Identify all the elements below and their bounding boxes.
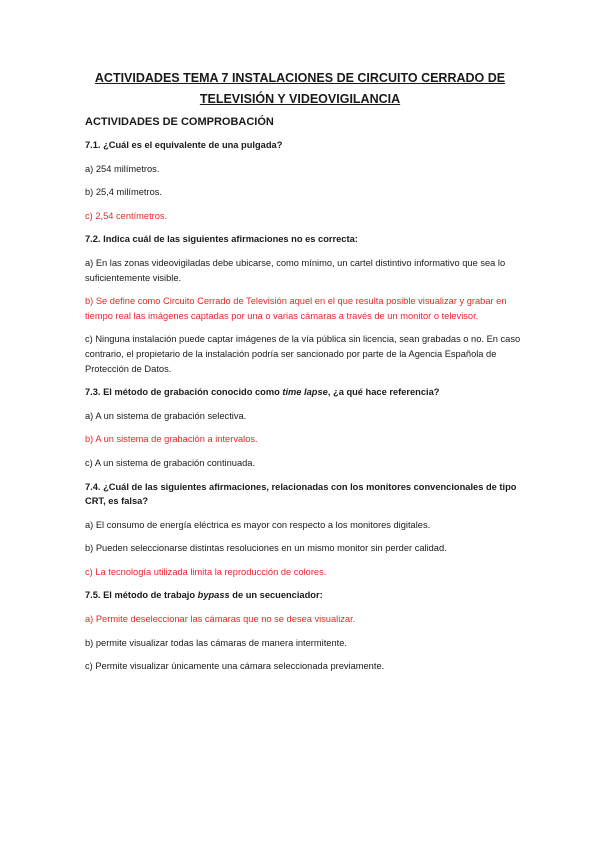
- option: a) 254 milímetros.: [85, 163, 160, 174]
- option: a) En las zonas videovigiladas debe ubicarse, como mínimo, un cartel distintivo informativo que sea lo suficientemente visible.: [85, 257, 506, 283]
- question-text: 7.5. El método de trabajo bypass de un secuenciador:: [85, 590, 323, 601]
- option: b) 25,4 milímetros.: [85, 187, 162, 198]
- question-text: 7.4. ¿Cuál de las siguientes afirmaciones, relacionadas con los monitores convencionales de tipo CRT, es falsa?: [85, 481, 517, 507]
- option: b) Pueden seleccionarse distintas resoluciones en un mismo monitor sin perder calidad.: [85, 543, 447, 554]
- question-text: 7.1. ¿Cuál es el equivalente de una pulgada?: [85, 140, 283, 150]
- question-7-3: [85, 385, 525, 470]
- questions-list: [85, 138, 525, 683]
- option: c) A un sistema de grabación continuada.: [85, 457, 256, 468]
- option: a) El consumo de energía eléctrica es mayor con respecto a los monitores digitales.: [85, 519, 431, 530]
- option: c) Ninguna instalación puede captar imágenes de la vía pública sin licencia, sean grabadas o no. En caso contrario, el propietario de la instalación podría ser sancionado por parte de la Agencia Española de Protección de Datos.: [85, 334, 521, 374]
- question-text: 7.2. Indica cuál de las siguientes afirmaciones no es correcta:: [85, 234, 358, 245]
- option-correct: b) A un sistema de grabación a intervalos.: [85, 434, 258, 445]
- option: c) Permite visualizar únicamente una cámara seleccionada previamente.: [85, 661, 385, 672]
- question-text: 7.3. El método de grabación conocido como time lapse, ¿a qué hace referencia?: [85, 387, 440, 398]
- option: a) A un sistema de grabación selectiva.: [85, 410, 247, 421]
- option: b) permite visualizar todas las cámaras de manera intermitente.: [85, 637, 347, 648]
- question-7-1: [85, 138, 525, 223]
- title-line-2: TELEVISIÓN Y VIDEOVIGILANCIA: [199, 92, 401, 106]
- question-7-5: [85, 588, 525, 673]
- option-correct: c) 2,54 centímetros.: [85, 210, 168, 221]
- section-heading: ACTIVIDADES DE COMPROBACIÓN: [85, 116, 274, 128]
- option-correct: b) Se define como Circuito Cerrado de Televisión aquel en el que resulta posible visualizar y grabar en tiempo real las imágenes captadas por una o varias cámaras a través de un monitor o televisor.: [85, 296, 507, 321]
- option-correct: a) Permite deseleccionar las cámaras que no se desea visualizar.: [85, 614, 356, 625]
- option-correct: c) La tecnología utilizada limita la reproducción de colores.: [85, 566, 327, 577]
- title-line-1: ACTIVIDADES TEMA 7 INSTALACIONES DE CIRCUITO CERRADO DE: [94, 71, 506, 85]
- question-7-4: [85, 480, 525, 580]
- document-title: [60, 68, 540, 110]
- question-7-2: [85, 232, 525, 376]
